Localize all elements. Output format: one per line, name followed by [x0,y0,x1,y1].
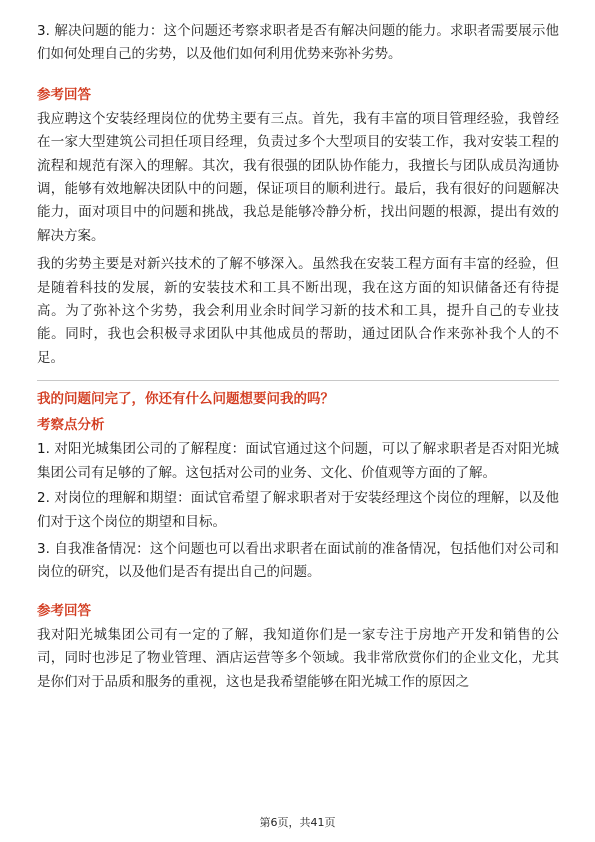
section1-answer-paragraph-1: 我应聘这个安装经理岗位的优势主要有三点。首先，我有丰富的项目管理经验，我曾经在一家大型建筑公司担任项目经理，负责过多个大型项目的安装工作，我对安装工程的流程和规范有深入的理解。其次，我有很强的团队协作能力，我擅长与团队成员沟通协调，能够有效地解决团队中的问题，保证项目的顺利进行。最后，我有很好的问题解决能力，面对项目中的问题和挑战，我总是能够冷静分析，找出问题的根源，提出有效的解决方案。 [37,110,559,244]
section1-intro: 3. 解决问题的能力：这个问题还考察求职者是否有解决问题的能力。求职者需要展示他们如何处理自己的劣势，以及他们如何利用优势来弥补劣势。 [37,23,559,63]
section2-question: 我的问题问完了，你还有什么问题想要问我的吗？ [37,391,334,408]
section2-answer-paragraph-1: 我对阳光城集团公司有一定的了解，我知道你们是一家专注于房地产开发和销售的公司，同时也涉足了物业管理、酒店运营等多个领域。我非常欣赏你们的企业文化，尤其是你们对于品质和服务的重视，这也是我希望能够在阳光城工作的原因之 [37,626,559,690]
analysis-point-1: 1. 对阳光城集团公司的了解程度：面试官通过这个问题，可以了解求职者是否对阳光城集团公司有足够的了解。这包括对公司的业务、文化、价值观等方面的了解。 [37,441,559,481]
section2-analysis-heading: 考察点分析 [37,417,105,434]
analysis-point-3: 3. 自我准备情况：这个问题也可以看出求职者在面试前的准备情况，包括他们对公司和岗位的研究，以及他们是否有提出自己的问题。 [37,540,559,581]
section-divider [37,380,559,381]
document-page [37,0,559,694]
section1-answer-heading: 参考回答 [37,86,91,103]
page-footer: 第6页，共41页 [259,816,336,829]
analysis-point-2: 2. 对岗位的理解和期望：面试官希望了解求职者对于安装经理这个岗位的理解，以及他们对于这个岗位的期望和目标。 [37,490,559,530]
section2-answer-heading: 参考回答 [37,602,91,619]
section1-answer-paragraph-2: 我的劣势主要是对新兴技术的了解不够深入。虽然我在安装工程方面有丰富的经验，但是随着科技的发展，新的安装技术和工具不断出现，我在这方面的知识储备还有待提高。为了弥补这个劣势，我会利用业余时间学习新的技术和工具，提升自己的专业技能。同时，我也会积极寻求团队中其他成员的帮助，通过团队合作来弥补我个人的不足。 [37,256,559,366]
